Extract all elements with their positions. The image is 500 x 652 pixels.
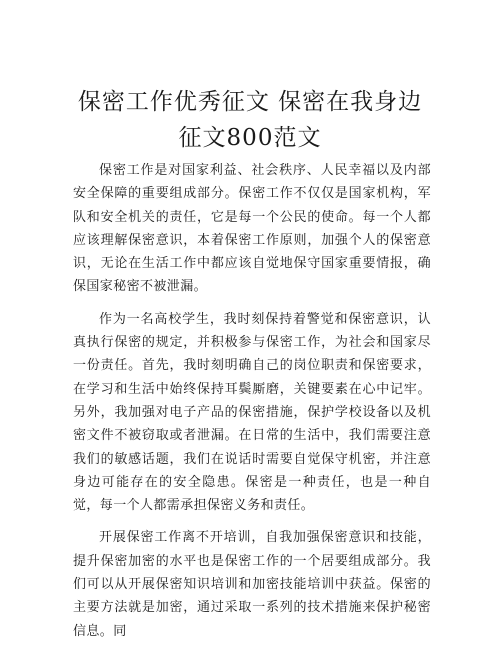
paragraph-3: 开展保密工作离不开培训，自我加强保密意识和技能，提升保密加密的水平也是保密工作的一个居要组成部分。我们可以从开展保密知识培训和加密技能培训中获益。保密的主要方法就是加密，通过采取一系列的技术措施来保护秘密信息。同 [73,530,431,639]
document-title [60,84,440,156]
title-line-2: 征文800范文 [178,125,322,151]
paragraph-2: 作为一名高校学生，我时刻保持着警觉和保密意识，认真执行保密的规定，并积极参与保密工作，为社会和国家尽一份责任。首先，我时刻明确自己的岗位职责和保密要求，在学习和生活中始终保持耳鬓厮磨，关键要素在心中记牢。另外，我加强对电子产品的保密措施，保护学校设备以及机密文件不被窃取或者泄漏。在日常的生活中，我们需要注意我们的敏感话题，我们在说话时需要自觉保守机密，并注意身边可能存在的安全隐患。保密是一种责任，也是一种自觉，每一个人都需承担保密义务和责任。 [73,311,431,514]
paragraph-1: 保密工作是对国家利益、社会秩序、人民幸福以及内部安全保障的重要组成部分。保密工作不仅仅是国家机构，军队和安全机关的责任，它是每一个公民的使命。每一个人都应该理解保密意识，本着保密工作原则，加强个人的保密意识，无论在生活工作中都应该自觉地保守国家重要情报，确保国家秘密不被泄漏。 [73,163,431,295]
document-body [73,159,431,652]
title-line-1: 保密工作优秀征文 保密在我身边 [77,89,423,115]
